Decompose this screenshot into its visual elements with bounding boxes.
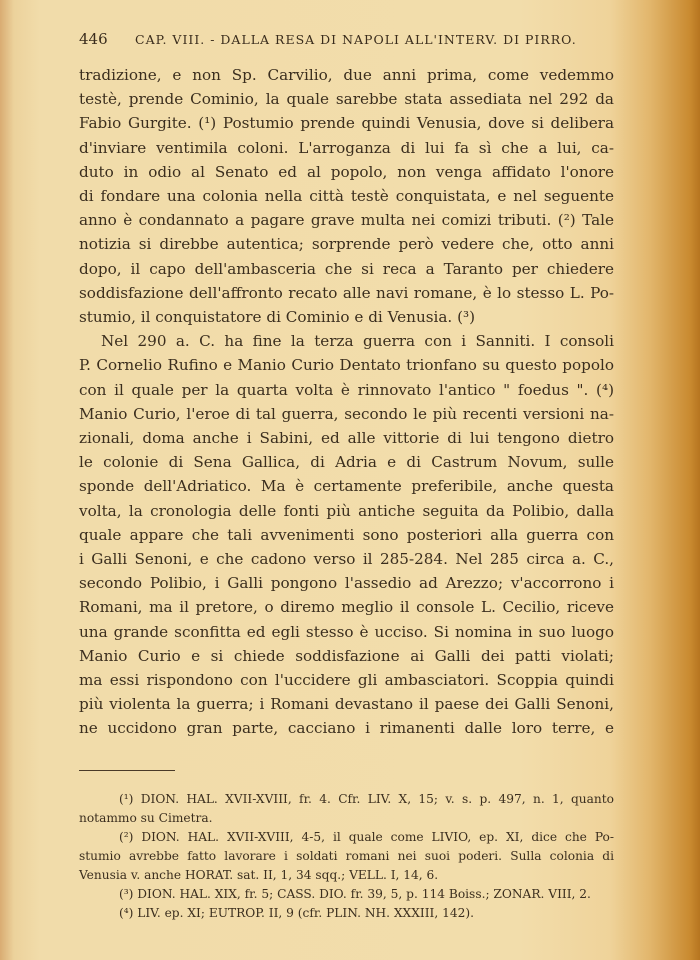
text-line: testè, prende Cominio, la quale sarebbe stata assediata nel 292 da — [79, 90, 614, 109]
text-line: Fabio Gurgite. (¹) Postumio prende quindi Venusia, dove si delibera — [79, 114, 614, 133]
text-line: Romani, ma il pretore, o diremo meglio il console L. Cecilio, riceve — [79, 598, 614, 617]
text-line: ne uccidono gran parte, cacciano i rimanenti dalle loro terre, e — [79, 719, 614, 738]
text-line: P. Cornelio Rufino e Manio Curio Dentato trionfano su questo popolo — [79, 356, 614, 375]
text-line: le colonie di Sena Gallica, di Adria e di Castrum Novum, sulle — [79, 453, 614, 472]
text-line: tradizione, e non Sp. Carvilio, due anni prima, come vedemmo — [79, 66, 614, 84]
text-line: ma essi rispondono con l'uccidere gli ambasciatori. Scoppia quindi — [79, 671, 614, 690]
text-line: Manio Curio, l'eroe di tal guerra, secondo le più recenti versioni na- — [79, 404, 614, 423]
text-line: di fondare una colonia nella città testè conquistata, e nel seguente — [79, 187, 614, 206]
text-line: volta, la cronologia delle fonti più antiche seguita da Polibio, dalla — [79, 501, 614, 520]
page-number: 446 — [79, 30, 108, 48]
footnote-line: (⁴) LIV. ep. XI; EUTROP. II, 9 (cfr. PLIN. NH. XXXIII, 142). — [119, 906, 474, 920]
text-line: più violenta la guerra; i Romani devastano il paese dei Galli Senoni, — [79, 695, 614, 714]
main-text — [79, 63, 614, 741]
footnotes — [79, 790, 614, 923]
text-line: dopo, il capo dell'ambasceria che si reca a Taranto per chiedere — [79, 259, 614, 278]
footnote-line: notammo su Cimetra. — [79, 811, 213, 825]
footnote-line: stumio avrebbe fatto lavorare i soldati romani nei suoi poderi. Sulla colonia di — [79, 849, 614, 863]
footnote-line: (³) DION. HAL. XIX, fr. 5; CASS. DIO. fr. 39, 5, p. 114 Boiss.; ZONAR. VIII, 2. — [119, 887, 591, 901]
text-line: una grande sconfitta ed egli stesso è ucciso. Si nomina in suo luogo — [79, 622, 614, 641]
text-line: quale appare che tali avvenimenti sono posteriori alla guerra con — [79, 525, 614, 544]
text-line: anno è condannato a pagare grave multa nei comizi tributi. (²) Tale — [79, 211, 614, 230]
footnote-line: (²) DION. HAL. XVII-XVIII, 4-5, il quale come LIVIO, ep. XI, dice che Po- — [119, 830, 614, 844]
text-line: d'inviare ventimila coloni. L'arroganza di lui fa sì che a lui, ca- — [79, 138, 614, 157]
text-line: Nel 290 a. C. ha fine la terza guerra con i Sanniti. I consoli — [101, 332, 614, 351]
text-line: duto in odio al Senato ed al popolo, non venga affidato l'onore — [79, 162, 614, 181]
text-line: soddisfazione dell'affronto recato alle navi romane, è lo stesso L. Po- — [79, 283, 614, 302]
text-line: con il quale per la quarta volta è rinnovato l'antico " foedus ". (⁴) — [79, 380, 614, 399]
text-line: stumio, il conquistatore di Cominio e di Venusia. (³) — [79, 308, 476, 327]
text-line: i Galli Senoni, e che cadono verso il 285-284. Nel 285 circa a. C., — [79, 550, 614, 569]
footnote-divider — [79, 770, 175, 771]
text-line: notizia si direbbe autentica; sorprende però vedere che, otto anni — [79, 235, 614, 254]
text-line: secondo Polibio, i Galli pongono l'assedio ad Arezzo; v'accorrono i — [79, 574, 614, 593]
text-line: zionali, doma anche i Sabini, ed alle vittorie di lui tengono dietro — [79, 429, 614, 448]
text-line: sponde dell'Adriatico. Ma è certamente preferibile, anche questa — [79, 477, 614, 496]
page-header — [79, 30, 614, 52]
footnote-line: (¹) DION. HAL. XVII-XVIII, fr. 4. Cfr. LIV. X, 15; v. s. p. 497, n. 1, quanto — [119, 792, 614, 806]
text-line: Manio Curio e si chiede soddisfazione ai Galli dei patti violati; — [79, 646, 614, 665]
footnote-line: Venusia v. anche HORAT. sat. II, 1, 34 sqq.; VELL. I, 14, 6. — [79, 868, 439, 882]
running-title: CAP. VIII. - DALLA RESA DI NAPOLI ALL'INTERV. DI PIRRO. — [135, 32, 577, 47]
